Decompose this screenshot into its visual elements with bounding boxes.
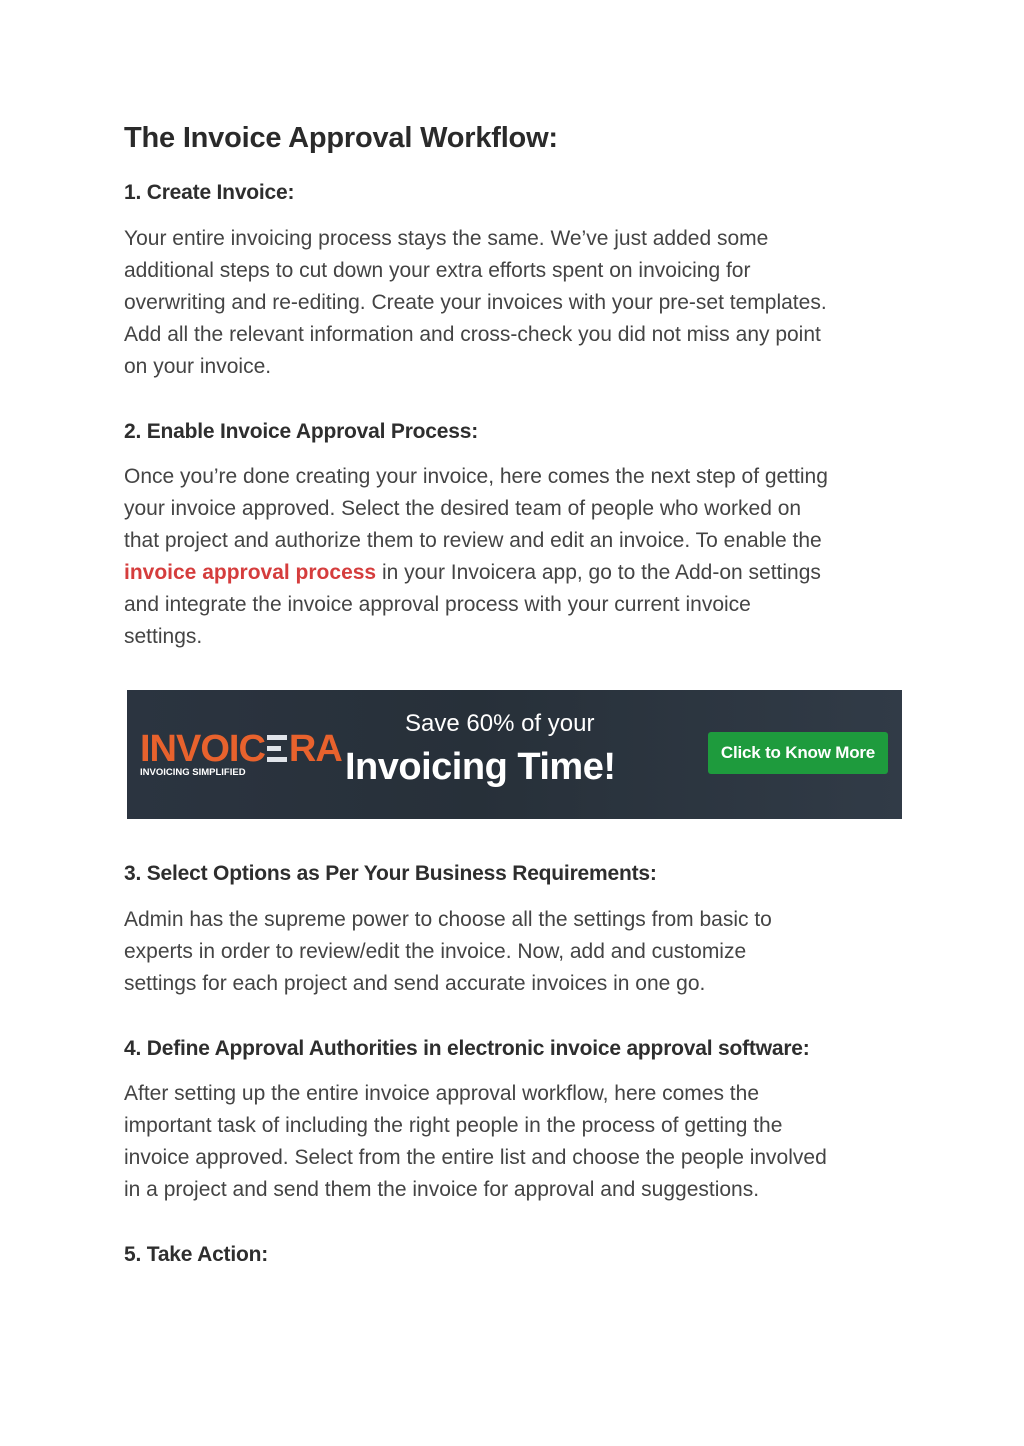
section-4-heading: 4. Define Approval Authorities in electronic invoice approval software:	[124, 1037, 810, 1060]
section-4-line: invoice approved. Select from the entire list and choose the people involved	[124, 1146, 827, 1169]
banner-save-text: Save 60% of your	[405, 710, 595, 737]
section-3-line: experts in order to review/edit the invoice. Now, add and customize	[124, 940, 747, 963]
section-2-body	[124, 461, 914, 653]
section-3-line: settings for each project and send accurate invoices in one go.	[124, 972, 706, 995]
section-2-line-with-link	[124, 557, 914, 589]
page-title: The Invoice Approval Workflow:	[124, 122, 558, 154]
section-1-line: additional steps to cut down your extra efforts spent on invoicing for	[124, 259, 751, 282]
logo-tagline: INVOICING SIMPLIFIED	[140, 767, 246, 778]
section-1-line: Your entire invoicing process stays the same. We’ve just added some	[124, 227, 769, 250]
section-2-line: that project and authorize them to review and edit an invoice. To enable the	[124, 529, 822, 552]
section-2-after-link: in your Invoicera app, go to the Add-on settings	[376, 561, 821, 584]
section-1-line: Add all the relevant information and cross-check you did not miss any point	[124, 323, 821, 346]
section-2-line: and integrate the invoice approval process with your current invoice	[124, 593, 751, 616]
logo-e-icon	[267, 735, 287, 762]
section-5-heading: 5. Take Action:	[124, 1243, 269, 1266]
section-2-line: your invoice approved. Select the desired team of people who worked on	[124, 497, 802, 520]
invoicera-logo	[140, 730, 342, 768]
logo-text-left: INVOIC	[140, 728, 265, 770]
section-1-line: overwriting and re-editing. Create your invoices with your pre-set templates.	[124, 291, 827, 314]
section-3-line: Admin has the supreme power to choose all the settings from basic to	[124, 908, 772, 931]
section-4-body	[124, 1078, 914, 1206]
section-1-body	[124, 223, 914, 383]
section-2-line: settings.	[124, 625, 203, 648]
section-4-line: in a project and send them the invoice for approval and suggestions.	[124, 1178, 760, 1201]
invoice-approval-process-link[interactable]: invoice approval process	[124, 561, 377, 584]
section-2-line: Once you’re done creating your invoice, here comes the next step of getting	[124, 465, 828, 488]
section-4-line: After setting up the entire invoice approval workflow, here comes the	[124, 1082, 760, 1105]
banner-headline: Invoicing Time!	[345, 746, 616, 788]
section-1-line: on your invoice.	[124, 355, 272, 378]
section-3-body	[124, 904, 914, 1000]
invoicera-banner[interactable]	[127, 690, 902, 819]
section-2-heading: 2. Enable Invoice Approval Process:	[124, 420, 479, 443]
section-1-heading: 1. Create Invoice:	[124, 181, 295, 204]
section-3-heading: 3. Select Options as Per Your Business Requirements:	[124, 862, 657, 885]
section-4-line: important task of including the right people in the process of getting the	[124, 1114, 783, 1137]
click-to-know-more-button[interactable]: Click to Know More	[708, 732, 888, 774]
logo-text-right: RA	[288, 728, 342, 770]
